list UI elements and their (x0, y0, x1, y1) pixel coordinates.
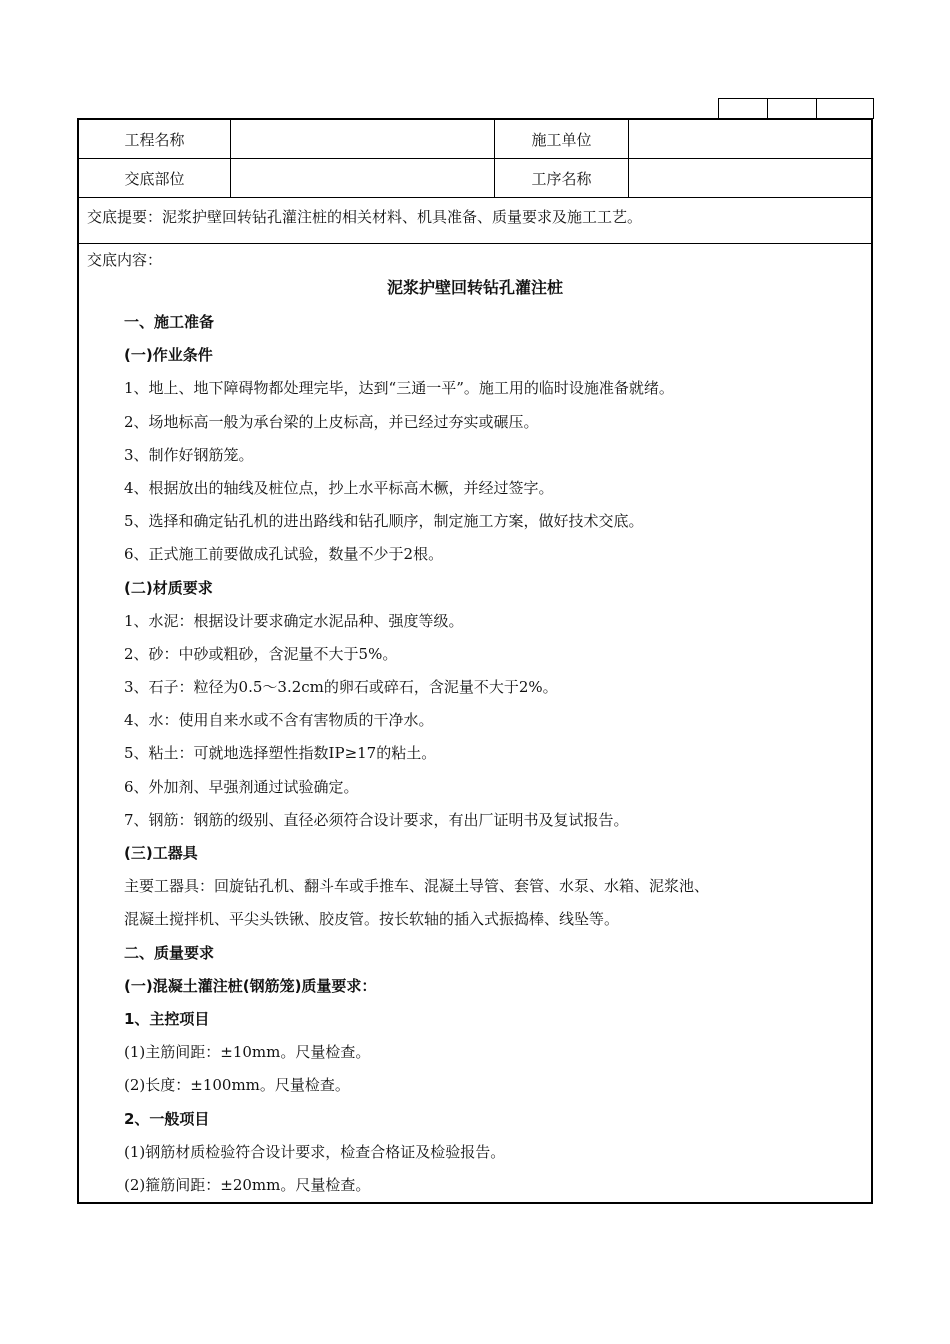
process-name-field[interactable] (629, 159, 871, 197)
content-line: 主要工器具：回旋钻孔机、翻斗车或手推车、混凝土导管、套管、水泵、水箱、泥浆池、 (124, 877, 710, 896)
content-line: 6、正式施工前要做成孔试验，数量不少于2根。 (124, 545, 444, 564)
content-line: (1)钢筋材质检验符合设计要求，检查合格证及检验报告。 (124, 1142, 506, 1161)
section-heading: 2、一般项目 (124, 1109, 210, 1128)
disclosure-part-field[interactable] (231, 159, 495, 197)
content-line: 3、制作好钢筋笼。 (124, 445, 254, 464)
project-name-label: 工程名称 (79, 120, 231, 158)
section-heading: (一)混凝土灌注桩(钢筋笼)质量要求： (124, 976, 377, 995)
section-heading: 1、主控项目 (124, 1009, 210, 1028)
content-line: 6、外加剂、早强剂通过试验确定。 (124, 777, 359, 796)
content-line: 混凝土搅拌机、平尖头铁锹、胶皮管。按长软轴的插入式振捣棒、线坠等。 (124, 910, 620, 929)
record-box-2[interactable] (768, 99, 817, 119)
content-line: (2)箍筋间距：±20mm。尺量检查。 (124, 1175, 371, 1194)
section-heading: (三)工器具 (124, 844, 198, 862)
disclosure-content (124, 306, 861, 1202)
content-line: 4、水：使用自来水或不含有害物质的干净水。 (124, 711, 434, 730)
content-label: 交底内容： (87, 251, 163, 269)
construction-unit-field[interactable] (629, 120, 871, 158)
summary-row (79, 198, 871, 244)
content-line: (1)主筋间距：±10mm。尺量检查。 (124, 1043, 371, 1062)
record-box-3[interactable] (817, 99, 873, 119)
section-heading: 一、施工准备 (124, 313, 215, 331)
record-box-1[interactable] (719, 99, 768, 119)
content-line: 5、选择和确定钻孔机的进出路线和钻孔顺序，制定施工方案，做好技术交底。 (124, 512, 644, 531)
section-heading: (二)材质要求 (124, 578, 213, 597)
disclosure-part-label: 交底部位 (79, 159, 231, 197)
header-row-2 (79, 159, 871, 198)
content-line: 5、粘土：可就地选择塑性指数IP≥17的粘土。 (124, 744, 437, 763)
record-number-boxes (718, 98, 874, 119)
disclosure-form (77, 118, 873, 1204)
header-row-1 (79, 120, 871, 159)
content-line: 3、石子：粒径为0.5～3.2cm的卵石或碎石，含泥量不大于2%。 (124, 678, 558, 697)
content-line: 7、钢筋：钢筋的级别、直径必须符合设计要求，有出厂证明书及复试报告。 (124, 810, 629, 829)
construction-unit-label: 施工单位 (495, 120, 629, 158)
content-line: 4、根据放出的轴线及桩位点，抄上水平标高木橛，并经过签字。 (124, 478, 554, 497)
disclosure-summary: 交底提要：泥浆护壁回转钻孔灌注桩的相关材料、机具准备、质量要求及施工工艺。 (87, 208, 643, 226)
content-line: 2、场地标高一般为承台梁的上皮标高，并已经过夯实或碾压。 (124, 412, 539, 431)
content-line: (2)长度：±100mm。尺量检查。 (124, 1076, 350, 1095)
content-line: 2、砂：中砂或粗砂，含泥量不大于5%。 (124, 644, 398, 663)
section-heading: (一)作业条件 (124, 346, 213, 365)
process-name-label: 工序名称 (495, 159, 629, 197)
section-heading: 二、质量要求 (124, 943, 215, 962)
content-line: 1、水泥：根据设计要求确定水泥品种、强度等级。 (124, 611, 464, 630)
content-line: 1、地上、地下障碍物都处理完毕，达到“三通一平”。施工用的临时设施准备就绪。 (124, 379, 674, 398)
project-name-field[interactable] (231, 120, 495, 158)
document-title: 泥浆护壁回转钻孔灌注桩 (386, 278, 563, 297)
